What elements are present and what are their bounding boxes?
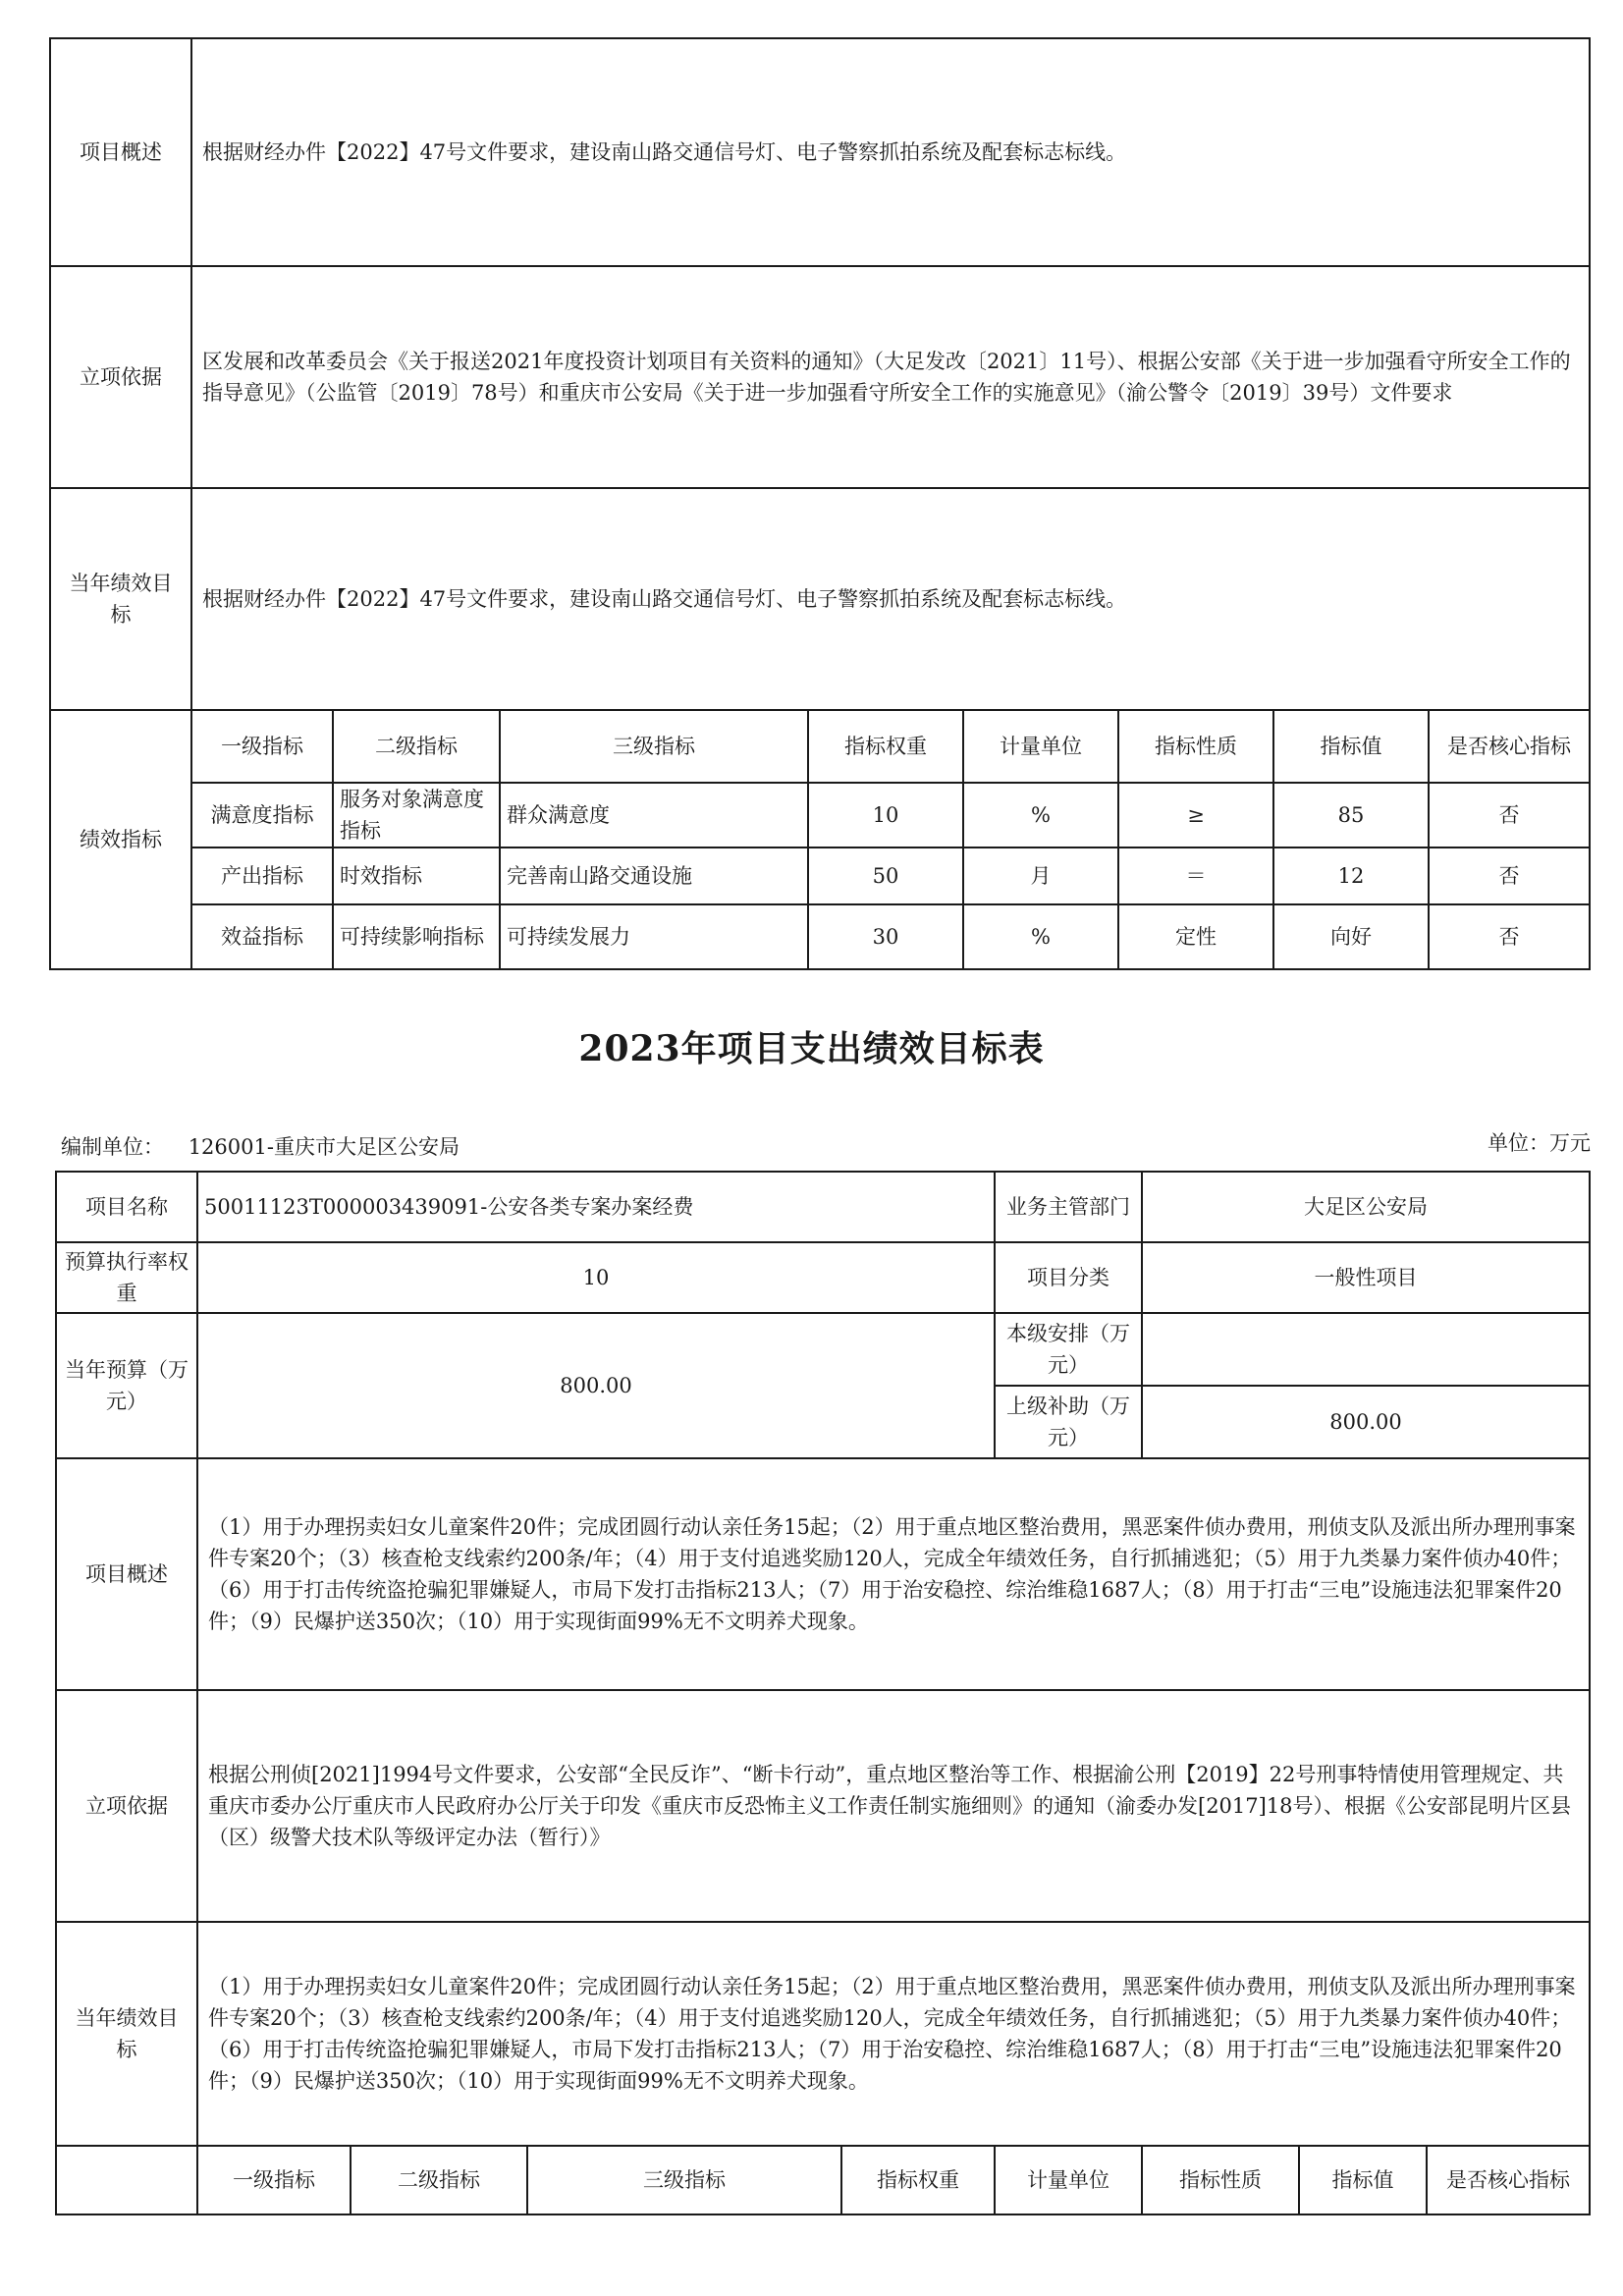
- overview-label: 项目概述: [50, 38, 191, 266]
- header-cell: 计量单位: [995, 2146, 1142, 2214]
- table-row: [50, 783, 1590, 847]
- header-cell: 三级指标: [500, 710, 808, 783]
- local-value: [1142, 1313, 1590, 1386]
- upper-value: 800.00: [1142, 1386, 1590, 1458]
- table-cell: %: [963, 783, 1118, 847]
- table-cell: 10: [808, 783, 963, 847]
- header-cell: 指标性质: [1142, 2146, 1299, 2214]
- basis-text: 区发展和改革委员会《关于报送2021年度投资计划项目有关资料的通知》（大足发改〔2021〕11号）、根据公安部《关于进一步加强看守所安全工作的指导意见》（公监管〔2019〕78号）和重庆市公安局《关于进一步加强看守所安全工作的实施意见》（渝公警令〔2019〕39号）文件要求: [191, 266, 1590, 488]
- overview2-text: （1）用于办理拐卖妇女儿童案件20件；完成团圆行动认亲任务15起；（2）用于重点地区整治费用，黑恶案件侦办费用，刑侦支队及派出所办理刑事案件专案20个；（3）核查枪支线索约200条/年；（4）用于支付追逃奖励120人，完成全年绩效任务，自行抓捕逃犯；（5）用于九类暴力案件侦办40件；（6）用于打击传统盗抢骗犯罪嫌疑人，市局下发打击指标213人；（7）用于治安稳控、综治维稳1687人；（8）用于打击“三电”设施违法犯罪案件20件；（9）民爆护送350次；（10）用于实现街面99%无不文明养犬现象。: [197, 1458, 1590, 1690]
- header-cell: 指标值: [1273, 710, 1429, 783]
- exec-rate-label: 预算执行率权重: [56, 1242, 197, 1313]
- table-cell: 向好: [1273, 904, 1429, 969]
- upper-label: 上级补助（万元）: [995, 1386, 1142, 1458]
- table-cell: 否: [1429, 847, 1590, 904]
- page-title: 2023年项目支出绩效目标表: [578, 1028, 1045, 1069]
- project-name-value: 50011123T000003439091-公安各类专案办案经费: [197, 1172, 995, 1242]
- header-cell: 是否核心指标: [1427, 2146, 1590, 2214]
- budget-value: 800.00: [197, 1313, 995, 1458]
- table-cell: 群众满意度: [500, 783, 808, 847]
- budget-label: 当年预算（万元）: [56, 1313, 197, 1458]
- table-row: [50, 904, 1590, 969]
- header-cell: 指标权重: [841, 2146, 995, 2214]
- previous-project-table: [49, 37, 1591, 970]
- table-cell: 可持续影响指标: [333, 904, 500, 969]
- basis2-label: 立项依据: [56, 1690, 197, 1922]
- category-value: 一般性项目: [1142, 1242, 1590, 1313]
- basis2-text: 根据公刑侦[2021]1994号文件要求，公安部“全民反诈”、“断卡行动”，重点地区整治等工作、根据渝公刑【2019】22号刑事特情使用管理规定、共重庆市委办公厅重庆市人民政府办公厅关于印发《重庆市反恐怖主义工作责任制实施细则》的通知（渝委办发[2017]18号）、根据《公安部昆明片区县（区）级警犬技术队等级评定办法（暂行）》: [197, 1690, 1590, 1922]
- table-cell: 月: [963, 847, 1118, 904]
- table-cell: 50: [808, 847, 963, 904]
- indicators-label: 绩效指标: [50, 710, 191, 969]
- table-cell: 时效指标: [333, 847, 500, 904]
- header-cell: 指标性质: [1118, 710, 1273, 783]
- overview2-label: 项目概述: [56, 1458, 197, 1690]
- exec-rate-value: 10: [197, 1242, 995, 1313]
- header-cell: 二级指标: [333, 710, 500, 783]
- table-cell: 85: [1273, 783, 1429, 847]
- table-cell: %: [963, 904, 1118, 969]
- table-cell: 否: [1429, 904, 1590, 969]
- table-cell: 服务对象满意度指标: [333, 783, 500, 847]
- table-cell: 产出指标: [191, 847, 333, 904]
- compiling-unit-label: 编制单位：: [61, 1135, 164, 1159]
- table-row: [50, 847, 1590, 904]
- goal-label: 当年绩效目标: [50, 488, 191, 710]
- table-cell: 30: [808, 904, 963, 969]
- header-cell: 一级指标: [191, 710, 333, 783]
- goal2-label: 当年绩效目标: [56, 1922, 197, 2146]
- header-cell: 二级指标: [351, 2146, 527, 2214]
- project-goal-table: [55, 1171, 1591, 2215]
- header-cell: 三级指标: [527, 2146, 841, 2214]
- table-cell: 12: [1273, 847, 1429, 904]
- local-label: 本级安排（万元）: [995, 1313, 1142, 1386]
- dept-label: 业务主管部门: [995, 1172, 1142, 1242]
- table-cell: 效益指标: [191, 904, 333, 969]
- header-cell: 指标值: [1299, 2146, 1427, 2214]
- currency-unit: 单位：万元: [1488, 1131, 1591, 1155]
- category-label: 项目分类: [995, 1242, 1142, 1313]
- table-cell: 可持续发展力: [500, 904, 808, 969]
- table-cell: 满意度指标: [191, 783, 333, 847]
- table-cell: 否: [1429, 783, 1590, 847]
- goal2-text: （1）用于办理拐卖妇女儿童案件20件；完成团圆行动认亲任务15起；（2）用于重点地区整治费用，黑恶案件侦办费用，刑侦支队及派出所办理刑事案件专案20个；（3）核查枪支线索约200条/年；（4）用于支付追逃奖励120人，完成全年绩效任务，自行抓捕逃犯；（5）用于九类暴力案件侦办40件；（6）用于打击传统盗抢骗犯罪嫌疑人，市局下发打击指标213人；（7）用于治安稳控、综治维稳1687人；（8）用于打击“三电”设施违法犯罪案件20件；（9）民爆护送350次；（10）用于实现街面99%无不文明养犬现象。: [197, 1922, 1590, 2146]
- header-cell: 指标权重: [808, 710, 963, 783]
- basis-label: 立项依据: [50, 266, 191, 488]
- compiling-unit: [61, 1131, 748, 1161]
- indicators2-label: [56, 2146, 197, 2214]
- table-cell: 完善南山路交通设施: [500, 847, 808, 904]
- table-cell: ＝: [1118, 847, 1273, 904]
- table-cell: ≥: [1118, 783, 1273, 847]
- header-cell: 一级指标: [197, 2146, 351, 2214]
- overview-text: 根据财经办件【2022】47号文件要求，建设南山路交通信号灯、电子警察抓拍系统及配套标志标线。: [191, 38, 1590, 266]
- goal-text: 根据财经办件【2022】47号文件要求，建设南山路交通信号灯、电子警察抓拍系统及配套标志标线。: [191, 488, 1590, 710]
- table-cell: 定性: [1118, 904, 1273, 969]
- dept-value: 大足区公安局: [1142, 1172, 1590, 1242]
- project-name-label: 项目名称: [56, 1172, 197, 1242]
- header-cell: 计量单位: [963, 710, 1118, 783]
- compiling-unit-value: 126001-重庆市大足区公安局: [188, 1135, 460, 1159]
- header-cell: 是否核心指标: [1429, 710, 1590, 783]
